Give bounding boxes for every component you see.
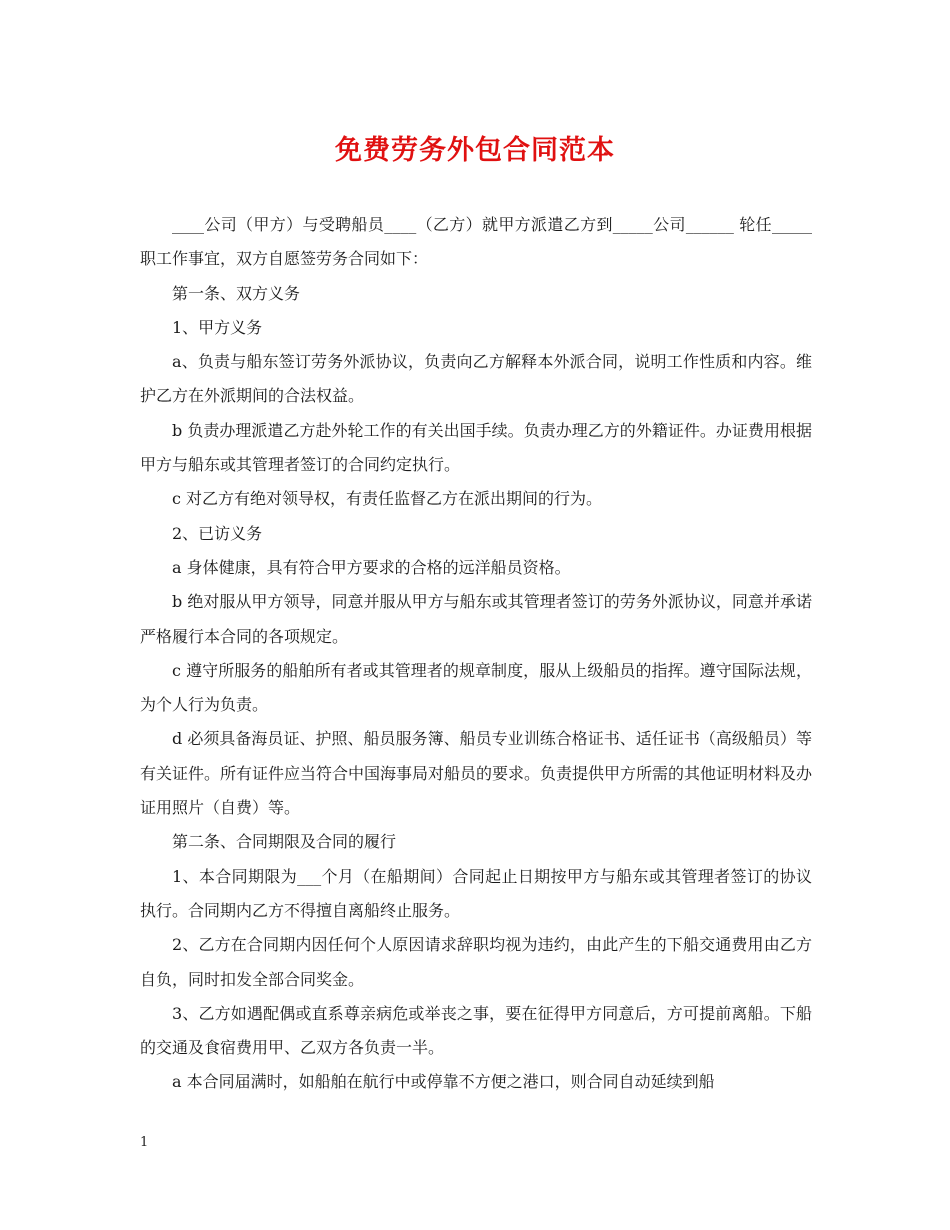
paragraph-b-2d: d 必须具备海员证、护照、船员服务簿、船员专业训练合格证书、适任证书（高级船员）等有关证件。所有证件应当符合中国海事局对船员的要求。负责提供甲方所需的其他证明材料及办证用照片（自费）等。 xyxy=(140,729,813,818)
document-body xyxy=(140,208,812,1100)
paragraph-intro: ____公司（甲方）与受聘船员____（乙方）就甲方派遣乙方到_____公司______ 轮任_____职工作事宜，双方自愿签劳务合同如下： xyxy=(140,215,812,269)
paragraph-a-1b: b 负责办理派遣乙方赴外轮工作的有关出国手续。负责办理乙方的外籍证件。办证费用根据甲方与船东或其管理者签订的合同约定执行。 xyxy=(140,420,812,475)
paragraph-a-1a: a、负责与船东签订劳务外派协议，负责向乙方解释本外派合同，说明工作性质和内容。维护乙方在外派期间的合法权益。 xyxy=(140,352,812,406)
paragraph-b-2c: c 遵守所服务的船舶所有者或其管理者的规章制度，服从上级船员的指挥。遵守国际法规，为个人行为负责。 xyxy=(140,660,812,715)
heading-article-1: 第一条、双方义务 xyxy=(172,283,301,303)
paragraph-b-2b: b 绝对服从甲方领导，同意并服从甲方与船东或其管理者签订的劳务外派协议，同意并承诺严格履行本合同的各项规定。 xyxy=(140,592,812,646)
document-title: 免费劳务外包合同范本 xyxy=(335,135,615,166)
page-number: 1 xyxy=(140,1135,149,1150)
paragraph-term-3a: a 本合同届满时，如船舶在航行中或停靠不方便之港口，则合同自动延续到船 xyxy=(172,1072,715,1092)
paragraph-term-2: 2、乙方在合同期内因任何个人原因请求辞职均视为违约，由此产生的下船交通费用由乙方自负，同时扣发全部合同奖金。 xyxy=(140,935,812,989)
paragraph-term-3: 3、乙方如遇配偶或直系尊亲病危或举丧之事，要在征得甲方同意后，方可提前离船。下船的交通及食宿费用甲、乙双方各负责一半。 xyxy=(140,1003,812,1058)
paragraph-a-1c: c 对乙方有绝对领导权，有责任监督乙方在派出期间的行为。 xyxy=(172,489,603,509)
heading-party-a-duties: 1、甲方义务 xyxy=(172,317,263,337)
heading-article-2: 第二条、合同期限及合同的履行 xyxy=(172,832,397,852)
paragraph-term-1: 1、本合同期限为___个月（在船期间）合同起止日期按甲方与船东或其管理者签订的协议执行。合同期内乙方不得擅自离船终止服务。 xyxy=(140,866,812,920)
heading-party-b-duties: 2、已访义务 xyxy=(172,523,263,543)
paragraph-b-2a: a 身体健康，具有符合甲方要求的合格的远洋船员资格。 xyxy=(172,557,571,577)
